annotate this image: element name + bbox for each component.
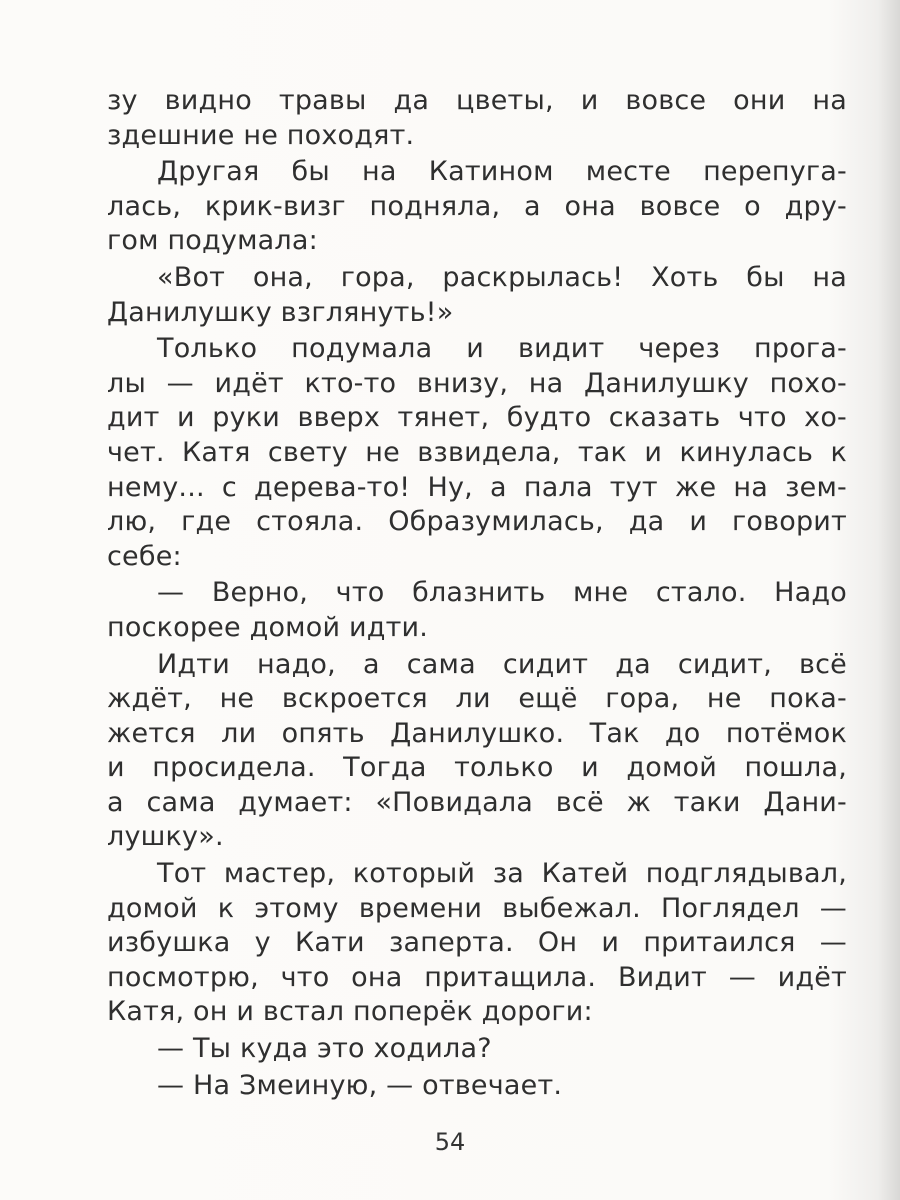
text-line: избушка у Кати заперта. Он и притаился — [107,927,847,959]
text-line: Тот мастер, который за Катей подглядывал, [157,858,847,890]
text-line: чет. Катя свету не взвидела, так и кинулась к [107,436,847,468]
text-line: здешние не походят. [107,119,415,151]
text-line: — Верно, что блазнить мне стало. Надо [157,577,847,609]
text-line: а сама думает: «Повидала всё ж таки Дани- [107,786,847,818]
text-line: ждёт, не вскроется ли ещё гора, не пока- [107,683,847,715]
text-line: Идти надо, а сама сидит да сидит, всё [157,648,847,680]
text-line: Катя, он и встал поперёк дороги: [107,996,593,1028]
text-line: зу видно травы да цветы, и вовсе они на [107,85,847,116]
text-line: «Вот она, гора, раскрылась! Хоть бы на [157,261,847,293]
text-line: домой к этому времени выбежал. Поглядел — [107,892,847,924]
text-line: лась, крик-визг подняла, а она вовсе о дру- [107,190,847,222]
text-line: лю, где стояла. Образумилась, да и говорит [107,506,847,538]
text-line: гом подумала: [107,225,318,257]
page-number: 54 [434,1128,466,1156]
text-line: себе: [107,540,182,572]
body-text [107,84,847,1103]
text-line: лушку». [107,821,224,853]
text-line: и просидела. Тогда только и домой пошла, [107,752,847,784]
text-line: дит и руки вверх тянет, будто сказать что хо- [107,402,847,434]
text-line: Данилушку взглянуть!» [107,296,454,328]
text-line: — На Змеиную, — отвечает. [157,1069,563,1101]
text-line: Другая бы на Катином месте перепуга- [157,156,847,188]
text-line: жется ли опять Данилушко. Так до потёмок [107,717,847,749]
text-line: нему... с дерева-то! Ну, а пала тут же на зем- [107,471,847,503]
page-edge-shadow [878,0,900,1200]
text-line: — Ты куда это ходила? [157,1033,492,1065]
text-line: поскорее домой идти. [107,611,429,643]
text-line: лы — идёт кто-то внизу, на Данилушку похо- [107,367,847,399]
text-line: посмотрю, что она притащила. Видит — идёт [107,961,847,993]
text-line: Только подумала и видит через прога- [157,333,847,365]
